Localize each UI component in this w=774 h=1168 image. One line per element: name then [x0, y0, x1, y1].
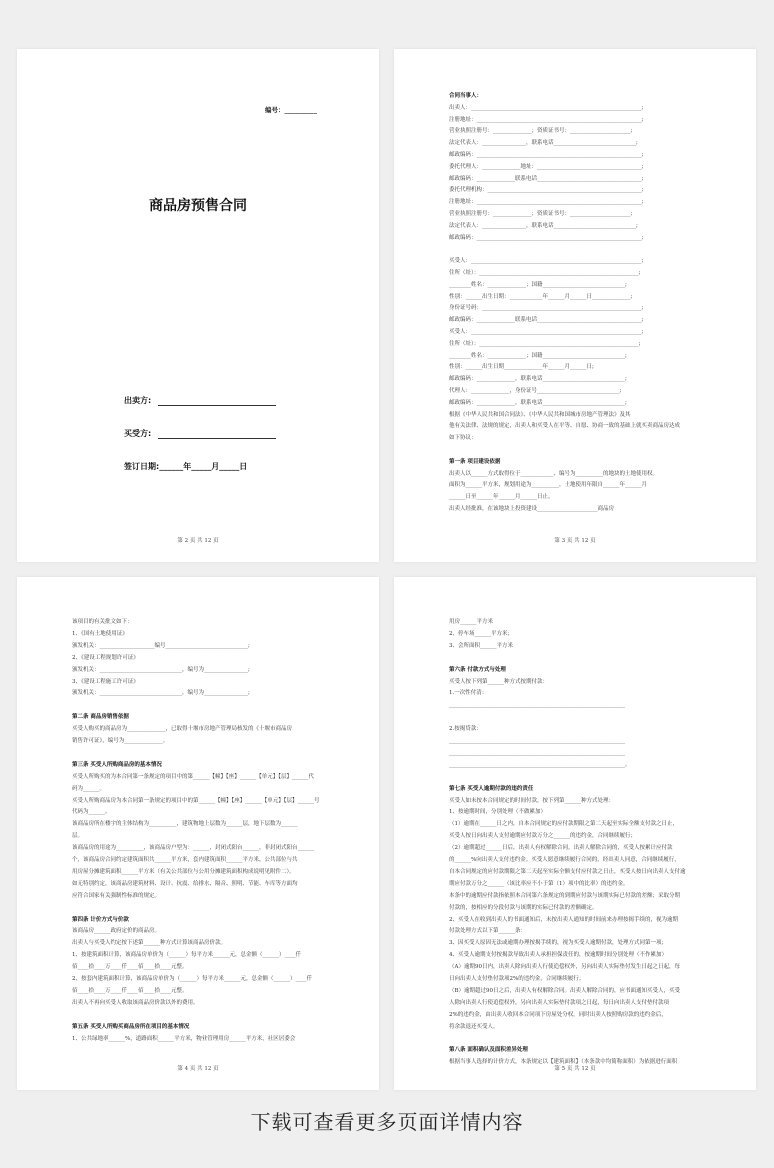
- text-line: 用房屋分摊建筑面积______平方米（有关公共部位与公用分摊建筑面积构成说明见附件二）。: [72, 868, 295, 875]
- text-line: ________姓名：______________；国籍______________________________;: [449, 281, 627, 288]
- text-line: 邮政编码：______________联系电话______________________________________;: [449, 317, 644, 324]
- page-number: 第 2 页 共 12 页: [177, 538, 219, 544]
- text-line: 2、按套内建筑面积计算，该商品房单价为（______）每平方米______元，总金额（______）____仟: [72, 976, 313, 982]
- text-line: 该商品房的用途为__________，该商品房户型为：______，封闭式阳台______，非封闭式阳台______: [72, 845, 315, 852]
- text-line: 买受人按日向出卖人支付逾期应付款万分之______的违约金，合同继续履行；: [449, 833, 637, 840]
- text-line: 1.一次性付清：: [449, 690, 488, 697]
- text-line: 该项目的有关批文如下：: [72, 619, 133, 625]
- page-number: 第 5 页 共 12 页: [554, 1066, 596, 1072]
- text-line: 1、按逾期时间，分别处理（不做累加）: [449, 809, 547, 816]
- text-line: 人除向出卖人行使追偿权外，另向出卖人实际垫付款项之日起，每日向出卖人支付垫付款项: [449, 999, 670, 1006]
- text-line: 出卖人不再向买受人收取该商品房价款以外的费用。: [72, 999, 199, 1006]
- text-line: 营业执照注册号：______________；资质证书号：______________________;: [449, 128, 633, 135]
- text-line: 2、《建设工程规划许可证》: [72, 654, 139, 661]
- text-line: 2.按揭贷款：: [449, 726, 482, 733]
- buyer-field: [124, 428, 276, 439]
- text-line: 付款处理方式以下第______条：: [449, 928, 527, 935]
- text-line: 如无特别约定，该商品房建筑材料、设计、抗震、给排水、隔音、照明、节能、车库等方面均: [72, 880, 298, 887]
- text-line: 佰____拾____万____仟____佰____拾____元整。: [72, 964, 188, 971]
- text-line: ________________________________________________________________。: [449, 761, 631, 768]
- text-line: 3、因买受人原因无法或逾期办理按揭手续的，视为买受人逾期付款，处理方式同第一项；: [449, 940, 668, 947]
- text-line: 佰____拾____万____仟____佰____拾____元整。: [72, 987, 188, 994]
- text-line: 身份证号码：__________________________________________________________;: [449, 305, 644, 312]
- text-line: （A）逾期90日内，出卖人除向出卖人行使追偿权外，另向出卖人实际垫付发生日起之日起，每: [449, 964, 680, 971]
- document-page-3: [394, 49, 756, 562]
- text-line: 法定代表人：________________，联系电话______________________________;: [449, 222, 638, 229]
- text-line: （2）逾期超过______日后，出卖人有权解除合同。出卖人解除合同的，买受人按累计应付款: [449, 845, 673, 852]
- text-line: 出卖人以______方式取得位于____________、编号为__________的地块的土地使用权。: [449, 470, 659, 477]
- text-line: 他有关法律、法规的规定，出卖人和买受人在平等、自愿、协商一致的基础上就买卖商品房达成: [449, 423, 681, 430]
- text-line: 邮政编码：____________________________________________________________;: [449, 152, 644, 158]
- text-line: 层。: [72, 833, 84, 840]
- text-line: 期应付款万分之______（该比率应不小于第（1）项中的比率）的违约金。: [449, 880, 629, 887]
- cover-page: [17, 49, 379, 562]
- text-line: 颁发机关：______________________________，编号为________________;: [72, 666, 250, 673]
- text-line: 根据《中华人民共和国合同法》、《中华人民共和国城市房地产管理法》及其: [449, 411, 631, 418]
- text-line: 2、停车场______平方米；: [449, 630, 513, 637]
- text-line: 用房______平方米: [449, 619, 494, 625]
- page-number: 第 4 页 共 12 页: [177, 1066, 219, 1072]
- download-more-caption: 下载可查看更多页面详情内容: [250, 1110, 524, 1134]
- text-line: 颁发机关：______________________________，编号为________________;: [72, 690, 250, 697]
- text-line: 买受人所购商品房为本合同第一条规定的项目中的第______【幢】【座】______【单元】【层】______号: [72, 797, 320, 804]
- section-heading: 第六条 付款方式与处理: [449, 666, 506, 673]
- text-line: 2%的违约金，由出卖人收回本合同项下房屋处分权。同时出卖人按照购房款的违约金后，: [449, 1011, 667, 1018]
- text-line: 出卖人与买受人约定按下述第______种方式计算该商品房价款。: [72, 940, 227, 947]
- text-line: 买受人购买的商品房为______________，已取得十堰市房地产管理局核发的《十堰市商品房: [72, 726, 293, 733]
- text-line: 该商品房所在楼宇的主体结构为__________，建筑物地上层数为______层，地下层数为______: [72, 821, 298, 828]
- buyer-label: 买受方:: [124, 429, 152, 438]
- sign-date: 签订日期:______年_____月_____日: [124, 462, 248, 471]
- text-line: ________________________________________________________________: [449, 702, 625, 709]
- text-line: 如下协议：: [449, 435, 477, 442]
- buyer-underline: [158, 430, 276, 439]
- text-line: 该商品房______政府定价的商品房。: [72, 928, 161, 935]
- text-line: 住所（址）：__________________________________________________________;: [449, 340, 641, 347]
- text-line: 性别：______出生日期：____________年______月______日______________;: [449, 293, 633, 300]
- text-line: 根据当事人选择的计价方式，本条规定以【建筑面积】（本条款中均简称面积）为依据进行面积: [449, 1059, 678, 1066]
- text-line: 委托代理人：______________地址：______________________________________;: [449, 163, 644, 170]
- section-heading: 第二条 商品房销售依据: [72, 714, 129, 721]
- text-line: 自本合同规定的应付款期限之第二天起至实际全额支付应付款之日止，买受人按日向出卖人支付逾: [449, 868, 686, 875]
- section-heading: 第三条 买受人所购商品房的基本情况: [72, 761, 162, 768]
- section-heading: 第八条 面积确认及面积差异处理: [449, 1047, 528, 1054]
- section-heading: 第一条 项目建设依据: [449, 458, 501, 465]
- section-heading: 第七条 买受人逾期付款的违约责任: [449, 785, 534, 792]
- text-line: 码为______。: [72, 785, 106, 792]
- text-line: 邮政编码：______________，联系电话______________________________;: [449, 399, 627, 406]
- text-line: （B）逾期超过90日之后，出卖人有权解除合同。出卖人解除合同的，应书面通知买受人，买受: [449, 987, 681, 994]
- text-line: 代码为______。: [72, 809, 111, 816]
- section-heading: 合同当事人：: [449, 93, 483, 99]
- text-line: 2、买受人在收到出卖人的书面通知后，未按出卖人通知的时间前来办理按揭手续的，视为逾期: [449, 916, 679, 923]
- text-line: 买受人：______________________________________________________________;: [449, 329, 644, 335]
- text-line: 3、《建设工程施工许可证》: [72, 678, 139, 685]
- text-line: 日向出卖人支付垫付款项2%的违约金，合同继续履行；: [449, 976, 585, 982]
- text-line: 买受人所购买的为本合同第一条规定的项目中的第______【幢】【座】______【单元】【层】______代: [72, 773, 315, 780]
- text-line: 邮政编码：______________联系电话______________________________________;: [449, 175, 644, 182]
- text-line: 颁发机关：____________________编号______________________________;: [72, 642, 250, 649]
- text-line: 付款的，按相应的分段付款与该期的实际已付款的差额确定。: [449, 904, 598, 911]
- text-line: 注册地址：____________________________________________________________;: [449, 199, 644, 206]
- text-line: 面积为______平方米，规划用途为__________，土地使用年限自______年______月: [449, 482, 648, 489]
- text-line: 本条中的逾期应付款指依照本合同第六条规定的到期应付款与该期实际已付款的差额；采取分期: [449, 892, 681, 899]
- text-line: ______日至______年______月______日止。: [449, 494, 554, 501]
- document-page-4: [17, 577, 379, 1090]
- text-line: 3、会所面积______平方米: [449, 642, 513, 649]
- document-page-5: [394, 577, 756, 1090]
- text-line: 1、《国有土地使用证》: [72, 630, 128, 637]
- text-line: 出卖人：______________________________________________________________;: [449, 104, 644, 111]
- text-line: 4、买受人逾期支付按揭款导致出卖人承担担保责任的，按逾期时间分别处理（不作累加）: [449, 952, 668, 959]
- text-line: ________________________________________________________________: [449, 749, 625, 756]
- text-line: 个，该商品房合同约定建筑面积共______平方米，套内建筑面积______平方米，公共部位与共: [72, 857, 298, 863]
- text-line: 性别：______出生日期______________年______月______日;: [449, 364, 594, 371]
- section-heading: 第四条 计价方式与价款: [72, 916, 129, 923]
- seller-underline: [158, 397, 276, 406]
- text-line: 的______%向出卖人支付违约金。买受人愿意继续履行合同的，经出卖人同意，合同继续履行，: [449, 857, 680, 863]
- text-line: （1）逾期在______日之内，自本合同规定的应付款期限之第二天起至实际全额支付款之日止，: [449, 821, 679, 828]
- text-line: ________姓名：______________；国籍______________________________;: [449, 352, 627, 359]
- text-line: 应符合国家有关强制性标准的规定。: [72, 892, 161, 899]
- contract-title: 商品房预售合同: [149, 198, 247, 214]
- section-heading: 第五条 买受人所购买商品房所在项目的基本情况: [72, 1023, 190, 1030]
- text-line: 1、公共绿地率______%，道路面积______平方米，物业管理用房______平方米，社区居委会: [72, 1035, 296, 1042]
- page-number: 第 3 页 共 12 页: [554, 538, 596, 544]
- text-line: 销售许可证》，编号为______________。: [72, 738, 169, 744]
- contract-number-label: 编号：__________: [265, 106, 317, 114]
- text-line: 营业执照注册号：______________；资质证书号：______________________;: [449, 211, 633, 217]
- text-line: 买受人如未按本合同规定的时间付款，按下列第______种方式处理：: [449, 797, 615, 804]
- text-line: 注册地址：____________________________________________________________;: [449, 116, 644, 123]
- text-line: 邮政编码：______________，联系电话______________________________;: [449, 376, 627, 383]
- text-line: 将余款退还买受人。: [449, 1023, 499, 1030]
- text-line: 法定代表人：________________，联系电话______________________________;: [449, 140, 638, 147]
- text-line: 买受人按下列第______种方式按期付款：: [449, 678, 549, 685]
- text-line: 出卖人经批准，在该地块上投资建设______________________商品房: [449, 506, 615, 512]
- text-line: 邮政编码：____________________________________________________________;: [449, 234, 644, 241]
- text-line: 买受人：______________________________________________________________;: [449, 258, 644, 265]
- seller-field: [124, 395, 276, 406]
- seller-label: 出卖方:: [124, 396, 152, 405]
- text-line: 委托代理机构：________________________________________________________;: [449, 187, 644, 194]
- text-line: ________________________________________________________________: [449, 738, 625, 744]
- text-line: 1、按建筑面积计算，该商品房单价为（______）每平方米______元，总金额（______）____仟: [72, 952, 302, 959]
- text-line: 住所（址）：__________________________________________________________;: [449, 270, 641, 276]
- text-line: 代理人：______________，身份证号______________________________;: [449, 388, 622, 394]
